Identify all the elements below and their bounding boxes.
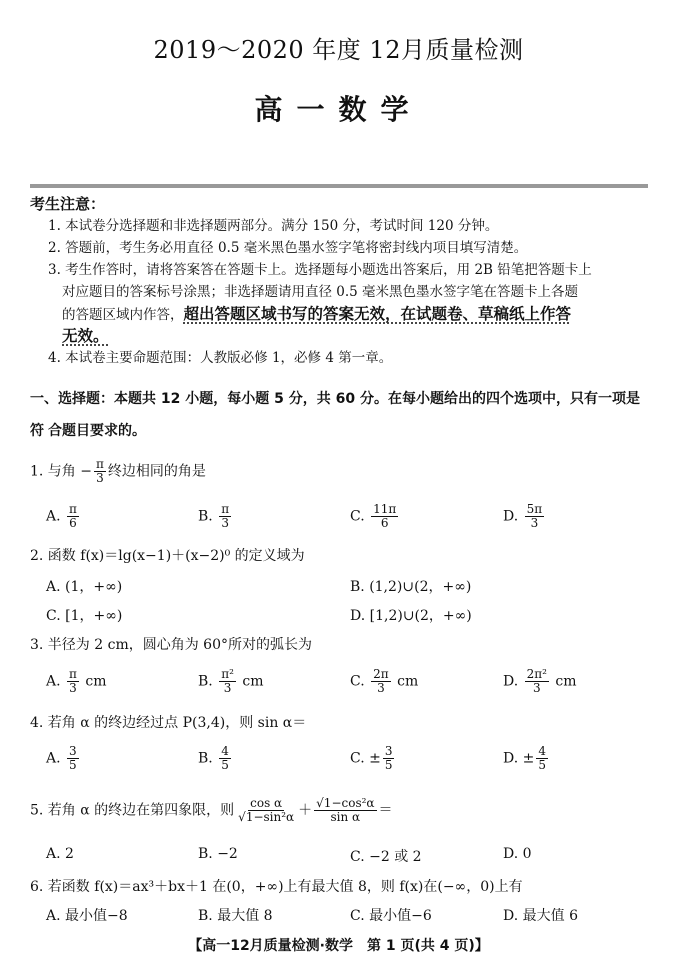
q5-option-a: A. 2 <box>46 846 74 862</box>
q4-option-d: D. ± $\frac{4}{5}$ <box>503 744 546 772</box>
q2-option-a: A. (1，+∞) <box>46 579 123 595</box>
q5-option-b: B. −2 <box>198 846 238 862</box>
q2-option-b: B. (1,2)∪(2，+∞) <box>350 579 472 595</box>
question-4: 4. 若角 α 的终边经过点 P(3,4)，则 sin α＝ <box>30 715 307 731</box>
notice-emphasis-end: 无效。 <box>62 327 109 345</box>
q4-option-c: C. ± $\frac{3}{5}$ <box>350 744 393 772</box>
header-divider <box>30 184 648 188</box>
notice-item-4: 4. 本试卷主要命题范围：人教版必修 1，必修 4 第一章。 <box>48 350 393 366</box>
q4-option-b: B. $\frac{4}{5}$ <box>198 744 229 772</box>
q6-option-a: A. 最小值−8 <box>46 908 128 924</box>
page-footer: 【高一12月质量检测·数学 第 1 页(共 4 页)】 <box>188 938 489 954</box>
fraction: $\frac{\pi}{3}$ <box>96 457 104 485</box>
question-6: 6. 若函数 f(x)＝ax³＋bx＋1 在(0，+∞)上有最大值 8，则 f(x)在(−∞，0)上有 <box>30 879 523 895</box>
q1-option-b: B. $\frac{\pi}{3}$ <box>198 502 230 530</box>
notice-emphasis: 超出答题区域书写的答案无效，在试题卷、草稿纸上作答 <box>183 305 572 323</box>
q5-option-d: D. 0 <box>503 846 532 862</box>
q2-option-d: D. [1,2)∪(2，+∞) <box>350 608 472 624</box>
question-2: 2. 函数 f(x)＝lg(x−1)＋(x−2)⁰ 的定义域为 <box>30 548 305 564</box>
notice-item-3-plain: 的答题区域内作答， <box>62 307 184 323</box>
q4-option-a: A. $\frac{3}{5}$ <box>46 744 77 772</box>
q3-option-a: A. $\frac{\pi}{3}$ cm <box>46 667 107 695</box>
q3-option-b: B. $\frac{\text{π²}}{3}$ cm <box>198 667 264 695</box>
notice-item-3: 3. 考生作答时，请将答案答在答题卡上。选择题每小题选出答案后，用 2B 铅笔把答题卡上 <box>48 262 592 278</box>
q3-option-c: C. $\frac{2\pi}{3}$ cm <box>350 667 419 695</box>
q6-option-d: D. 最大值 6 <box>503 908 578 924</box>
q6-option-b: B. 最大值 8 <box>198 908 273 924</box>
q2-option-c: C. [1，+∞) <box>46 608 123 624</box>
notice-item-3-cont2 <box>62 303 571 326</box>
notice-item-3-cont1: 对应题目的答案标号涂黑；非选择题请用直径 0.5 毫米黑色墨水签字笔在答题卡上各题 <box>62 284 579 300</box>
question-5: 5. 若角 α 的终边在第四象限，则 $\frac{\text{cos α}}{\text{√1−sin²α}}$ ＋ $\frac{\text{√1−cos²α}}{\text{sin α}}$ ＝ <box>30 796 393 824</box>
exam-title-line1: 2019～2020 年度 12月质量检测 <box>153 36 524 64</box>
notice-item-2: 2. 答题前，考生务必用直径 0.5 毫米黑色墨水签字笔将密封线内项目填写清楚。 <box>48 240 528 256</box>
section-heading-line1: 一、选择题：本题共 12 小题，每小题 5 分，共 60 分。在每小题给出的四个选项中，只有一项是符 <box>30 391 640 439</box>
q1-option-c: C. $\frac{11\pi}{6}$ <box>350 502 397 530</box>
exam-title-subject: 高一数学 <box>254 93 423 126</box>
notice-item-1: 1. 本试卷分选择题和非选择题两部分。满分 150 分，考试时间 120 分钟。 <box>48 218 499 234</box>
question-1: 1. 与角 − $\frac{\pi}{3}$ 终边相同的角是 <box>30 457 206 485</box>
q1-option-a: A. $\frac{\pi}{6}$ <box>46 502 77 530</box>
notice-heading: 考生注意： <box>30 195 106 213</box>
section-heading-line2: 合题目要求的。 <box>48 423 146 439</box>
q1-option-d: D. $\frac{5\pi}{3}$ <box>503 502 543 530</box>
question-3: 3. 半径为 2 cm，圆心角为 60°所对的弧长为 <box>30 637 312 653</box>
q5-option-c: C. −2 或 2 <box>350 849 422 865</box>
q6-option-c: C. 最小值−6 <box>350 908 432 924</box>
q3-option-d: D. $\frac{\text{2π²}}{3}$ cm <box>503 667 577 695</box>
